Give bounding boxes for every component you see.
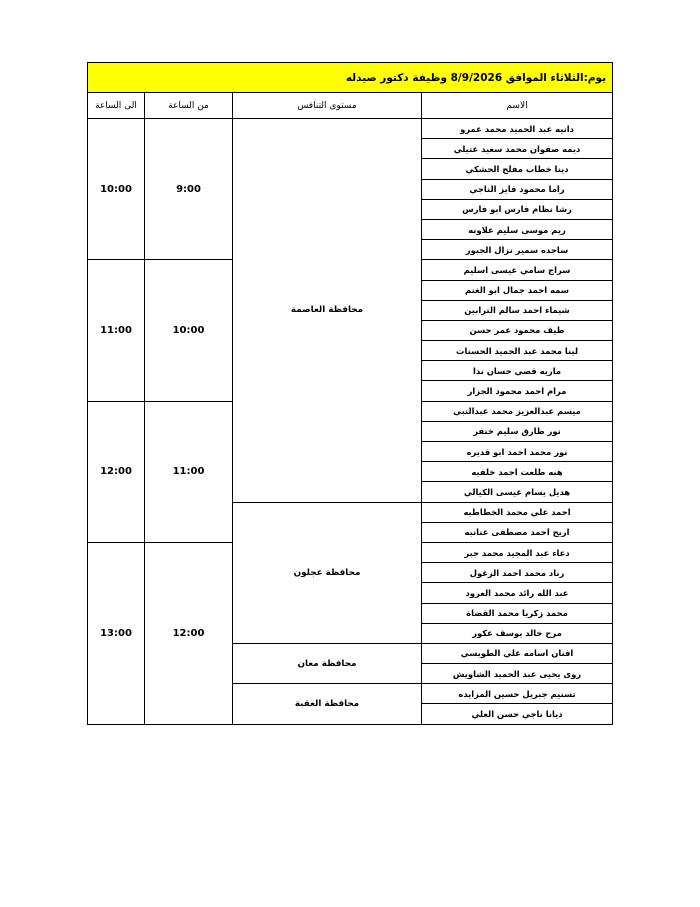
candidate-name: هبه طلعت احمد خلفيه (422, 462, 613, 482)
candidate-name: ميسم عبدالعزيز محمد عبدالنبي (422, 401, 613, 421)
candidate-name: ساجده سمير نزال الجبور (422, 240, 613, 260)
column-header-competition-level: مستوى التنافس (233, 93, 422, 119)
candidate-name: ديانا ناجي حسن العلي (422, 704, 613, 724)
candidate-name: مرام احمد محمود الجزار (422, 381, 613, 401)
region-cell-ajloun: محافظة عجلون (233, 502, 422, 643)
candidate-name: افنان اسامه علي الطويسي (422, 643, 613, 663)
candidate-name: شيماء احمد سالم الترابين (422, 300, 613, 320)
candidate-name: محمد زكريا محمد القضاة (422, 603, 613, 623)
candidate-name: راما محمود فايز الناجي (422, 179, 613, 199)
page-title: يوم:الثلاثاء الموافق 8/9/2026 وظيفة دكتور صيدله (88, 63, 613, 93)
to-time-cell: 13:00 (88, 542, 145, 724)
candidate-name: مرح خالد يوسف عكور (422, 623, 613, 643)
candidate-name: سمه احمد جمال ابو الغنم (422, 280, 613, 300)
schedule-table (87, 62, 613, 725)
candidate-name: رشا نظام فارس ابو فارس (422, 199, 613, 219)
candidate-name: رناد محمد احمد الزغول (422, 563, 613, 583)
candidate-name: دعاء عبد المجيد محمد جبر (422, 542, 613, 562)
candidate-name: اريج احمد مصطفى عنانبه (422, 522, 613, 542)
candidate-name: طيف محمود عمر حسن (422, 320, 613, 340)
candidate-name: هديل يسام عيسى الكيالي (422, 482, 613, 502)
candidate-name: نور محمد احمد ابو قديره (422, 442, 613, 462)
column-header-name: الاسم (422, 93, 613, 119)
candidate-name: ديمه صفوان محمد سعيد عتيلي (422, 139, 613, 159)
region-cell-capital: محافظة العاصمة (233, 119, 422, 503)
from-time-cell: 12:00 (145, 542, 233, 724)
candidate-name: احمد علي محمد الخطاطبه (422, 502, 613, 522)
to-time-cell: 11:00 (88, 260, 145, 401)
candidate-name: ماريه قصي حسان ندا (422, 361, 613, 381)
candidate-name: لينا محمد عبد الحميد الحسنات (422, 341, 613, 361)
from-time-cell: 11:00 (145, 401, 233, 542)
to-time-cell: 10:00 (88, 119, 145, 260)
candidate-name: روى يحيى عبد الحميد الشاويش (422, 664, 613, 684)
from-time-cell: 9:00 (145, 119, 233, 260)
region-cell-aqaba: محافظة العقبة (233, 684, 422, 724)
column-header-from-time: من الساعة (145, 93, 233, 119)
candidate-name: نور طارق سليم خنفر (422, 421, 613, 441)
region-cell-maan: محافظة معان (233, 643, 422, 683)
to-time-cell: 12:00 (88, 401, 145, 542)
candidate-name: عبد الله رائد محمد العرود (422, 583, 613, 603)
column-header-to-time: الى الساعة (88, 93, 145, 119)
candidate-name: تسنيم جبريل حسين المزايده (422, 684, 613, 704)
candidate-name: سراج سامي عيسى اسليم (422, 260, 613, 280)
candidate-name: دينا خطاب مفلح الحشكي (422, 159, 613, 179)
from-time-cell: 10:00 (145, 260, 233, 401)
candidate-name: دانيه عبد الحميد محمد عمرو (422, 119, 613, 139)
candidate-name: ريم موسى سليم علاونه (422, 219, 613, 239)
